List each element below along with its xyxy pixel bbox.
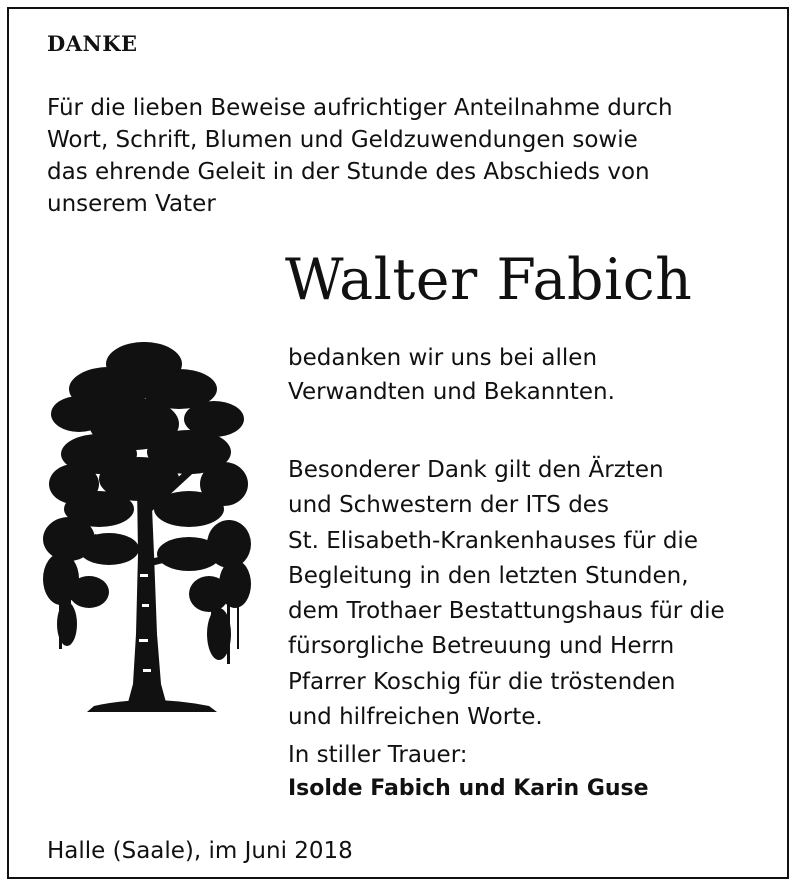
mourners-names: Isolde Fabich und Karin Guse xyxy=(288,776,649,801)
special-thanks-line: St. Elisabeth-Krankenhauses für die xyxy=(288,527,698,554)
intro-line: das ehrende Geleit in der Stunde des Abschieds von xyxy=(47,159,650,185)
special-thanks-line: Pfarrer Koschig für die tröstenden xyxy=(288,668,676,695)
intro-line: unserem Vater xyxy=(47,191,216,217)
place-date: Halle (Saale), im Juni 2018 xyxy=(47,838,353,864)
special-thanks-line: fürsorgliche Betreuung und Herrn xyxy=(288,633,675,660)
intro-line: Wort, Schrift, Blumen und Geldzuwendungen sowie xyxy=(47,127,638,153)
special-thanks-line: und hilfreichen Worte. xyxy=(288,704,543,731)
mourning-label: In stiller Trauer: xyxy=(288,742,468,768)
special-thanks-line: Begleitung in den letzten Stunden, xyxy=(288,562,689,589)
special-thanks-line: Besonderer Dank gilt den Ärzten xyxy=(288,457,664,483)
special-thanks-paragraph xyxy=(288,453,725,735)
intro-line: Für die lieben Beweise aufrichtiger Anteilnahme durch xyxy=(47,95,673,121)
birch-tree-icon xyxy=(39,334,254,729)
special-thanks-line: dem Trothaer Bestattungshaus für die xyxy=(288,598,725,625)
obituary-notice xyxy=(7,7,789,879)
thanks-line: bedanken wir uns bei allen xyxy=(288,345,598,371)
thanks-line: Verwandten und Bekannten. xyxy=(288,379,615,405)
special-thanks-line: und Schwestern der ITS des xyxy=(288,492,609,519)
deceased-name: Walter Fabich xyxy=(285,247,693,313)
thanks-paragraph xyxy=(288,341,615,409)
intro-paragraph xyxy=(47,92,767,220)
notice-heading: DANKE xyxy=(47,31,138,56)
